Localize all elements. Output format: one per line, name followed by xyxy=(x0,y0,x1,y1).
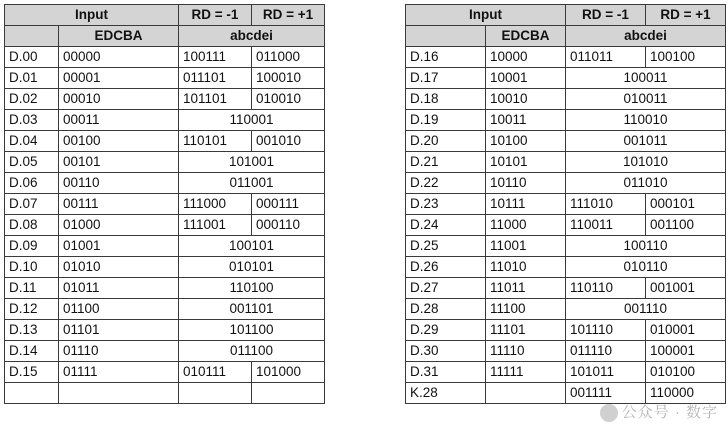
abcdei-rd-neg-cell: 010111 xyxy=(179,362,252,383)
table-row xyxy=(5,68,325,89)
symbol-cell: D.25 xyxy=(406,236,486,257)
header-row-top xyxy=(5,5,325,26)
table-row xyxy=(5,131,325,152)
symbol-cell: D.28 xyxy=(406,299,486,320)
blank-header-cell xyxy=(406,26,486,47)
table-row xyxy=(5,278,325,299)
abcdei-both-cell: 001110 xyxy=(566,299,726,320)
abcdei-rd-pos-cell: 110000 xyxy=(646,383,726,404)
edcba-cell: 01111 xyxy=(59,362,179,383)
symbol-cell: D.03 xyxy=(5,110,59,131)
table-row xyxy=(406,47,726,68)
abcdei-rd-neg-cell: 110101 xyxy=(179,131,252,152)
symbol-cell: D.14 xyxy=(5,341,59,362)
symbol-cell: D.21 xyxy=(406,152,486,173)
abcdei-both-cell: 110010 xyxy=(566,110,726,131)
edcba-cell: 00001 xyxy=(59,68,179,89)
left-table-body xyxy=(5,5,325,404)
abcdei-both-cell: 100101 xyxy=(179,236,325,257)
table-row xyxy=(406,236,726,257)
table-row xyxy=(5,194,325,215)
table-row xyxy=(406,194,726,215)
edcba-cell: 11110 xyxy=(486,341,566,362)
symbol-cell: D.16 xyxy=(406,47,486,68)
symbol-cell: D.29 xyxy=(406,320,486,341)
table-row xyxy=(5,47,325,68)
edcba-cell: 00111 xyxy=(59,194,179,215)
abcdei-header: abcdei xyxy=(179,26,325,47)
abcdei-rd-pos-cell: 011000 xyxy=(252,47,325,68)
encoding-table-right xyxy=(405,4,726,404)
edcba-cell: 01100 xyxy=(59,299,179,320)
table-row xyxy=(5,89,325,110)
edcba-cell: 10000 xyxy=(486,47,566,68)
rd-pos-header: RD = +1 xyxy=(646,5,726,26)
symbol-cell: D.07 xyxy=(5,194,59,215)
table-row xyxy=(406,173,726,194)
edcba-cell: 00110 xyxy=(59,173,179,194)
abcdei-both-cell: 101010 xyxy=(566,152,726,173)
abcdei-rd-pos-cell xyxy=(252,383,325,404)
abcdei-rd-pos-cell: 000110 xyxy=(252,215,325,236)
table-row xyxy=(406,362,726,383)
symbol-cell: D.30 xyxy=(406,341,486,362)
table-row xyxy=(5,173,325,194)
symbol-cell: D.12 xyxy=(5,299,59,320)
table-row xyxy=(406,68,726,89)
abcdei-rd-pos-cell: 100100 xyxy=(646,47,726,68)
table-row xyxy=(5,362,325,383)
abcdei-both-cell: 101100 xyxy=(179,320,325,341)
table-row xyxy=(5,299,325,320)
encoding-table-left xyxy=(4,4,325,404)
abcdei-both-cell: 100011 xyxy=(566,68,726,89)
symbol-cell: D.10 xyxy=(5,257,59,278)
abcdei-rd-neg-cell: 101110 xyxy=(566,320,646,341)
abcdei-rd-pos-cell: 000101 xyxy=(646,194,726,215)
symbol-cell: D.02 xyxy=(5,89,59,110)
edcba-cell: 00011 xyxy=(59,110,179,131)
abcdei-rd-neg-cell: 101011 xyxy=(566,362,646,383)
input-header: Input xyxy=(5,5,179,26)
edcba-cell: 10100 xyxy=(486,131,566,152)
symbol-cell: D.27 xyxy=(406,278,486,299)
edcba-cell: 11111 xyxy=(486,362,566,383)
watermark xyxy=(600,401,718,422)
header-row-top xyxy=(406,5,726,26)
abcdei-both-cell: 001011 xyxy=(566,131,726,152)
abcdei-rd-pos-cell: 101000 xyxy=(252,362,325,383)
symbol-cell: D.13 xyxy=(5,320,59,341)
edcba-cell: 11100 xyxy=(486,299,566,320)
header-row-sub xyxy=(406,26,726,47)
edcba-cell: 10110 xyxy=(486,173,566,194)
abcdei-rd-neg-cell: 011011 xyxy=(566,47,646,68)
symbol-cell: D.00 xyxy=(5,47,59,68)
abcdei-both-cell: 010110 xyxy=(566,257,726,278)
table-row xyxy=(5,236,325,257)
symbol-cell: K.28 xyxy=(406,383,486,404)
edcba-cell xyxy=(486,383,566,404)
edcba-cell: 10101 xyxy=(486,152,566,173)
symbol-cell: D.06 xyxy=(5,173,59,194)
symbol-cell: D.08 xyxy=(5,215,59,236)
symbol-cell: D.11 xyxy=(5,278,59,299)
abcdei-rd-pos-cell: 001001 xyxy=(646,278,726,299)
table-row xyxy=(406,215,726,236)
symbol-cell: D.20 xyxy=(406,131,486,152)
table-row xyxy=(5,257,325,278)
symbol-cell: D.04 xyxy=(5,131,59,152)
abcdei-header: abcdei xyxy=(566,26,726,47)
abcdei-both-cell: 100110 xyxy=(566,236,726,257)
table-row xyxy=(5,383,325,404)
abcdei-both-cell: 011100 xyxy=(179,341,325,362)
symbol-cell: D.22 xyxy=(406,173,486,194)
abcdei-both-cell: 011010 xyxy=(566,173,726,194)
abcdei-rd-neg-cell: 111010 xyxy=(566,194,646,215)
table-row xyxy=(5,320,325,341)
abcdei-both-cell: 010101 xyxy=(179,257,325,278)
abcdei-rd-pos-cell: 010010 xyxy=(252,89,325,110)
abcdei-both-cell: 101001 xyxy=(179,152,325,173)
table-row xyxy=(406,278,726,299)
input-header: Input xyxy=(406,5,566,26)
edcba-cell: 11001 xyxy=(486,236,566,257)
abcdei-rd-pos-cell: 010001 xyxy=(646,320,726,341)
abcdei-rd-pos-cell: 001010 xyxy=(252,131,325,152)
edcba-cell: 10001 xyxy=(486,68,566,89)
symbol-cell: D.24 xyxy=(406,215,486,236)
edcba-cell: 11101 xyxy=(486,320,566,341)
wechat-icon xyxy=(600,404,618,422)
table-row xyxy=(406,110,726,131)
symbol-cell: D.23 xyxy=(406,194,486,215)
table-row xyxy=(406,131,726,152)
abcdei-rd-neg-cell: 111000 xyxy=(179,194,252,215)
header-row-sub xyxy=(5,26,325,47)
symbol-cell: D.17 xyxy=(406,68,486,89)
blank-header-cell xyxy=(5,26,59,47)
edcba-cell: 01000 xyxy=(59,215,179,236)
edcba-cell xyxy=(59,383,179,404)
rd-neg-header: RD = -1 xyxy=(179,5,252,26)
symbol-cell: D.19 xyxy=(406,110,486,131)
symbol-cell: D.26 xyxy=(406,257,486,278)
edcba-cell: 01011 xyxy=(59,278,179,299)
symbol-cell: D.18 xyxy=(406,89,486,110)
abcdei-rd-pos-cell: 010100 xyxy=(646,362,726,383)
symbol-cell: D.09 xyxy=(5,236,59,257)
edcba-cell: 10010 xyxy=(486,89,566,110)
abcdei-rd-neg-cell: 111001 xyxy=(179,215,252,236)
abcdei-rd-neg-cell: 110110 xyxy=(566,278,646,299)
edcba-cell: 10011 xyxy=(486,110,566,131)
symbol-cell: D.15 xyxy=(5,362,59,383)
table-row xyxy=(406,152,726,173)
abcdei-rd-pos-cell: 100010 xyxy=(252,68,325,89)
symbol-cell: D.01 xyxy=(5,68,59,89)
abcdei-both-cell: 001101 xyxy=(179,299,325,320)
symbol-cell: D.31 xyxy=(406,362,486,383)
edcba-cell: 00000 xyxy=(59,47,179,68)
edcba-header: EDCBA xyxy=(486,26,566,47)
table-row xyxy=(406,299,726,320)
table-row xyxy=(406,341,726,362)
abcdei-rd-pos-cell: 001100 xyxy=(646,215,726,236)
right-table-body xyxy=(406,5,726,404)
abcdei-rd-neg-cell: 001111 xyxy=(566,383,646,404)
abcdei-both-cell: 110100 xyxy=(179,278,325,299)
edcba-cell: 01101 xyxy=(59,320,179,341)
edcba-header: EDCBA xyxy=(59,26,179,47)
edcba-cell: 01110 xyxy=(59,341,179,362)
edcba-cell: 00010 xyxy=(59,89,179,110)
edcba-cell: 01001 xyxy=(59,236,179,257)
table-row xyxy=(406,257,726,278)
abcdei-rd-neg-cell: 011110 xyxy=(566,341,646,362)
edcba-cell: 10111 xyxy=(486,194,566,215)
abcdei-both-cell: 010011 xyxy=(566,89,726,110)
abcdei-both-cell: 110001 xyxy=(179,110,325,131)
abcdei-rd-pos-cell: 000111 xyxy=(252,194,325,215)
abcdei-both-cell: 011001 xyxy=(179,173,325,194)
edcba-cell: 00100 xyxy=(59,131,179,152)
edcba-cell: 01010 xyxy=(59,257,179,278)
table-row xyxy=(5,215,325,236)
symbol-cell: D.05 xyxy=(5,152,59,173)
rd-pos-header: RD = +1 xyxy=(252,5,325,26)
edcba-cell: 00101 xyxy=(59,152,179,173)
edcba-cell: 11000 xyxy=(486,215,566,236)
abcdei-rd-neg-cell xyxy=(179,383,252,404)
abcdei-rd-neg-cell: 100111 xyxy=(179,47,252,68)
table-row xyxy=(5,341,325,362)
table-row xyxy=(406,89,726,110)
abcdei-rd-neg-cell: 011101 xyxy=(179,68,252,89)
symbol-cell xyxy=(5,383,59,404)
abcdei-rd-neg-cell: 101101 xyxy=(179,89,252,110)
rd-neg-header: RD = -1 xyxy=(566,5,646,26)
abcdei-rd-neg-cell: 110011 xyxy=(566,215,646,236)
watermark-text: 公众号 · 数字 xyxy=(621,403,718,421)
edcba-cell: 11011 xyxy=(486,278,566,299)
abcdei-rd-pos-cell: 100001 xyxy=(646,341,726,362)
table-row xyxy=(5,152,325,173)
edcba-cell: 11010 xyxy=(486,257,566,278)
table-row xyxy=(406,320,726,341)
table-row xyxy=(5,110,325,131)
